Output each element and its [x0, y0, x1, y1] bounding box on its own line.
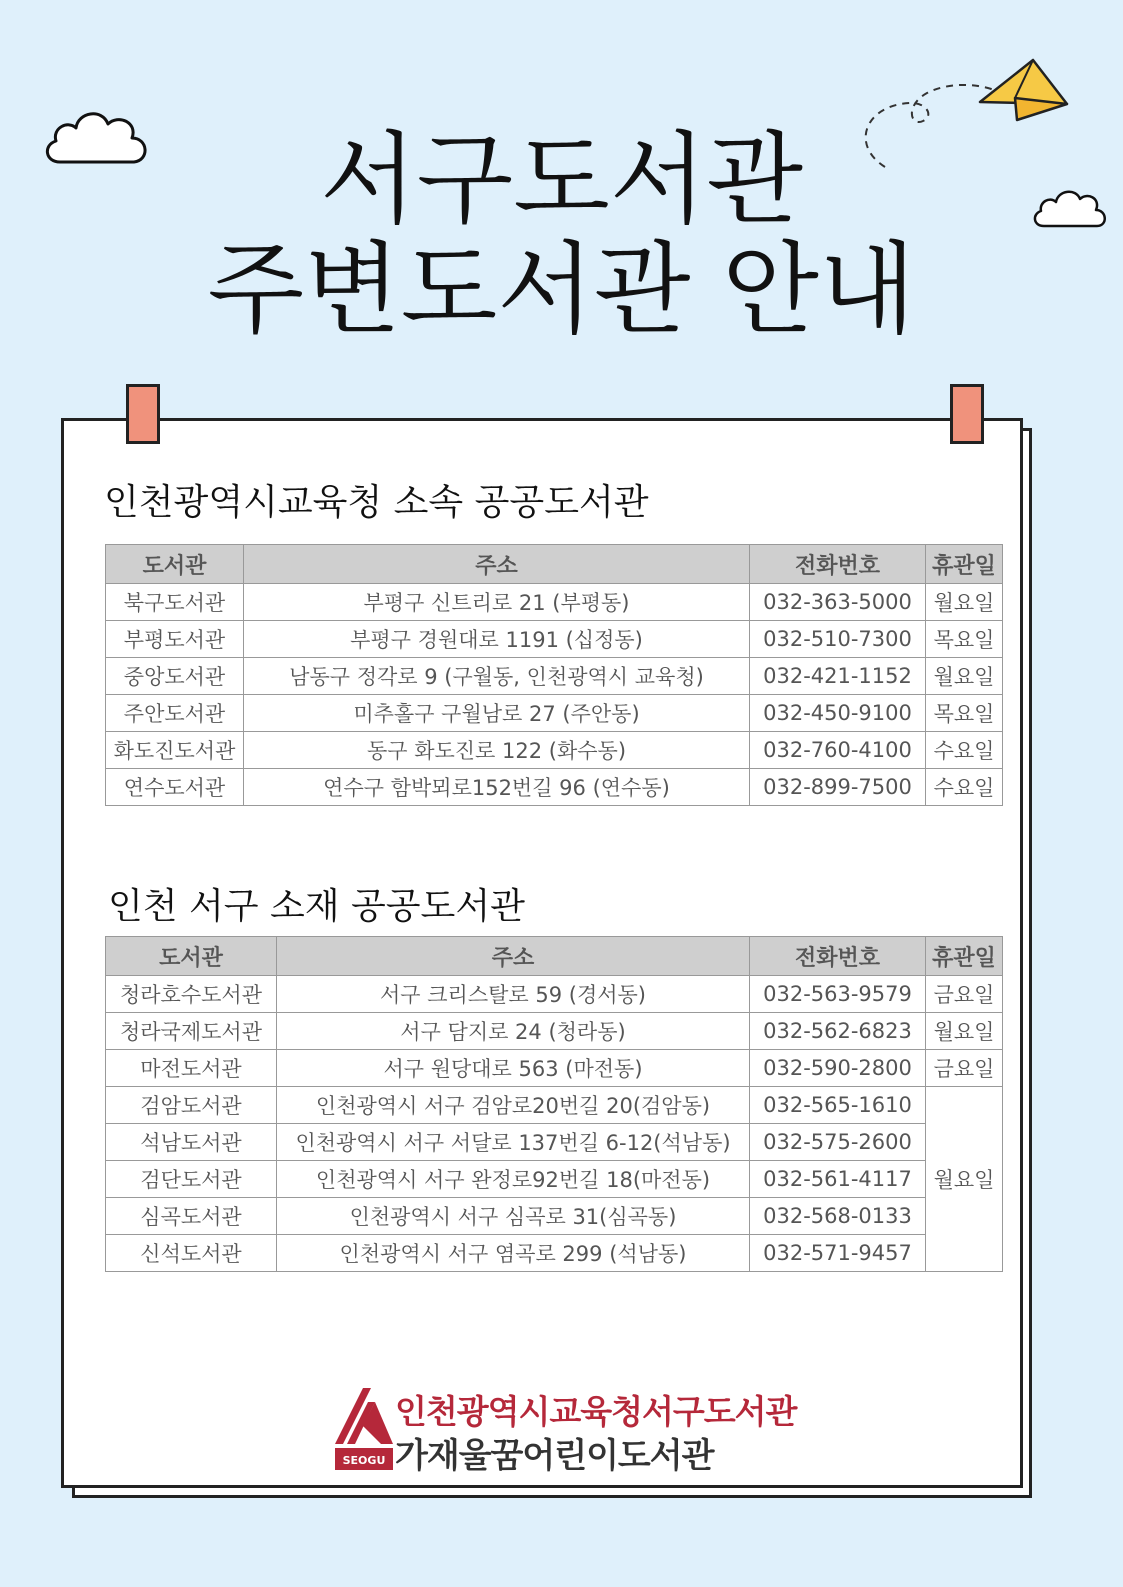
table-row [106, 1050, 1003, 1087]
library-address: 미추홀구 구월남로 27 (주안동) [244, 695, 750, 732]
header-library: 도서관 [106, 545, 244, 584]
paper-tab-right [950, 384, 984, 444]
table-row [106, 658, 1003, 695]
library-name: 검단도서관 [106, 1161, 277, 1198]
library-address: 부평구 신트리로 21 (부평동) [244, 584, 750, 621]
header-address: 주소 [277, 937, 750, 976]
table-row [106, 732, 1003, 769]
library-phone: 032-561-4117 [750, 1161, 926, 1198]
table-header-row [106, 937, 1003, 976]
header-library: 도서관 [106, 937, 277, 976]
table-row [106, 584, 1003, 621]
library-address: 인천광역시 서구 염곡로 299 (석남동) [277, 1235, 750, 1272]
library-address: 남동구 정각로 9 (구월동, 인천광역시 교육청) [244, 658, 750, 695]
library-phone: 032-760-4100 [750, 732, 926, 769]
library-address: 서구 담지로 24 (청라동) [277, 1013, 750, 1050]
library-phone: 032-575-2600 [750, 1124, 926, 1161]
library-name: 마전도서관 [106, 1050, 277, 1087]
table-row [106, 1087, 1003, 1124]
header-closed: 휴관일 [926, 545, 1003, 584]
library-address: 연수구 함박뫼로152번길 96 (연수동) [244, 769, 750, 806]
library-closed: 월요일 [926, 584, 1003, 621]
library-phone: 032-571-9457 [750, 1235, 926, 1272]
library-closed: 금요일 [926, 976, 1003, 1013]
library-phone: 032-510-7300 [750, 621, 926, 658]
library-name: 청라호수도서관 [106, 976, 277, 1013]
logo-badge-text: SEOGU [342, 1454, 386, 1467]
logo-text-line2: 가재울꿈어린이도서관 [395, 1436, 714, 1476]
header-closed: 휴관일 [926, 937, 1003, 976]
table-row [106, 1124, 1003, 1161]
table-row [106, 1198, 1003, 1235]
library-closed: 금요일 [926, 1050, 1003, 1087]
library-phone: 032-562-6823 [750, 1013, 926, 1050]
table-row [106, 1161, 1003, 1198]
library-name: 신석도서관 [106, 1235, 277, 1272]
library-phone: 032-899-7500 [750, 769, 926, 806]
header-phone: 전화번호 [750, 545, 926, 584]
library-address: 동구 화도진로 122 (화수동) [244, 732, 750, 769]
library-phone: 032-450-9100 [750, 695, 926, 732]
library-closed: 수요일 [926, 732, 1003, 769]
library-name: 부평도서관 [106, 621, 244, 658]
library-address: 인천광역시 서구 서달로 137번길 6-12(석남동) [277, 1124, 750, 1161]
table-row [106, 695, 1003, 732]
library-phone: 032-421-1152 [750, 658, 926, 695]
library-phone: 032-590-2800 [750, 1050, 926, 1087]
library-phone: 032-568-0133 [750, 1198, 926, 1235]
section1-title: 인천광역시교육청 소속 공공도서관 [104, 482, 649, 523]
library-closed: 목요일 [926, 621, 1003, 658]
library-name: 주안도서관 [106, 695, 244, 732]
table-row [106, 1013, 1003, 1050]
library-address: 인천광역시 서구 심곡로 31(심곡동) [277, 1198, 750, 1235]
header-phone: 전화번호 [750, 937, 926, 976]
library-closed: 목요일 [926, 695, 1003, 732]
library-name: 청라국제도서관 [106, 1013, 277, 1050]
table-header-row [106, 545, 1003, 584]
library-name: 중앙도서관 [106, 658, 244, 695]
merged-closed-day: 월요일 [926, 1087, 1003, 1272]
paper-tab-left [126, 384, 160, 444]
page-title-line2: 주변도서관 안내 [207, 231, 916, 348]
library-name: 연수도서관 [106, 769, 244, 806]
library-address: 서구 크리스탈로 59 (경서동) [277, 976, 750, 1013]
section2-title: 인천 서구 소재 공공도서관 [108, 886, 525, 927]
library-closed: 월요일 [926, 1013, 1003, 1050]
library-address: 인천광역시 서구 완정로92번길 18(마전동) [277, 1161, 750, 1198]
seogu-logo-icon [335, 1386, 393, 1470]
library-name: 화도진도서관 [106, 732, 244, 769]
paper-plane-icon [975, 52, 1075, 127]
library-address: 인천광역시 서구 검암로20번길 20(검암동) [277, 1087, 750, 1124]
table-row [106, 769, 1003, 806]
table-row [106, 1235, 1003, 1272]
library-closed: 수요일 [926, 769, 1003, 806]
section1-table [105, 544, 1003, 806]
library-phone: 032-363-5000 [750, 584, 926, 621]
library-address: 부평구 경원대로 1191 (십정동) [244, 621, 750, 658]
library-name: 북구도서관 [106, 584, 244, 621]
library-name: 석남도서관 [106, 1124, 277, 1161]
library-phone: 032-565-1610 [750, 1087, 926, 1124]
library-name: 심곡도서관 [106, 1198, 277, 1235]
section2-table [105, 936, 1003, 1272]
page-title-line1: 서구도서관 [320, 121, 803, 238]
header-address: 주소 [244, 545, 750, 584]
library-name: 검암도서관 [106, 1087, 277, 1124]
library-closed: 월요일 [926, 658, 1003, 695]
library-phone: 032-563-9579 [750, 976, 926, 1013]
logo-text-line1: 인천광역시교육청서구도서관 [395, 1392, 797, 1431]
library-address: 서구 원당대로 563 (마전동) [277, 1050, 750, 1087]
table-row [106, 621, 1003, 658]
table-row [106, 976, 1003, 1013]
